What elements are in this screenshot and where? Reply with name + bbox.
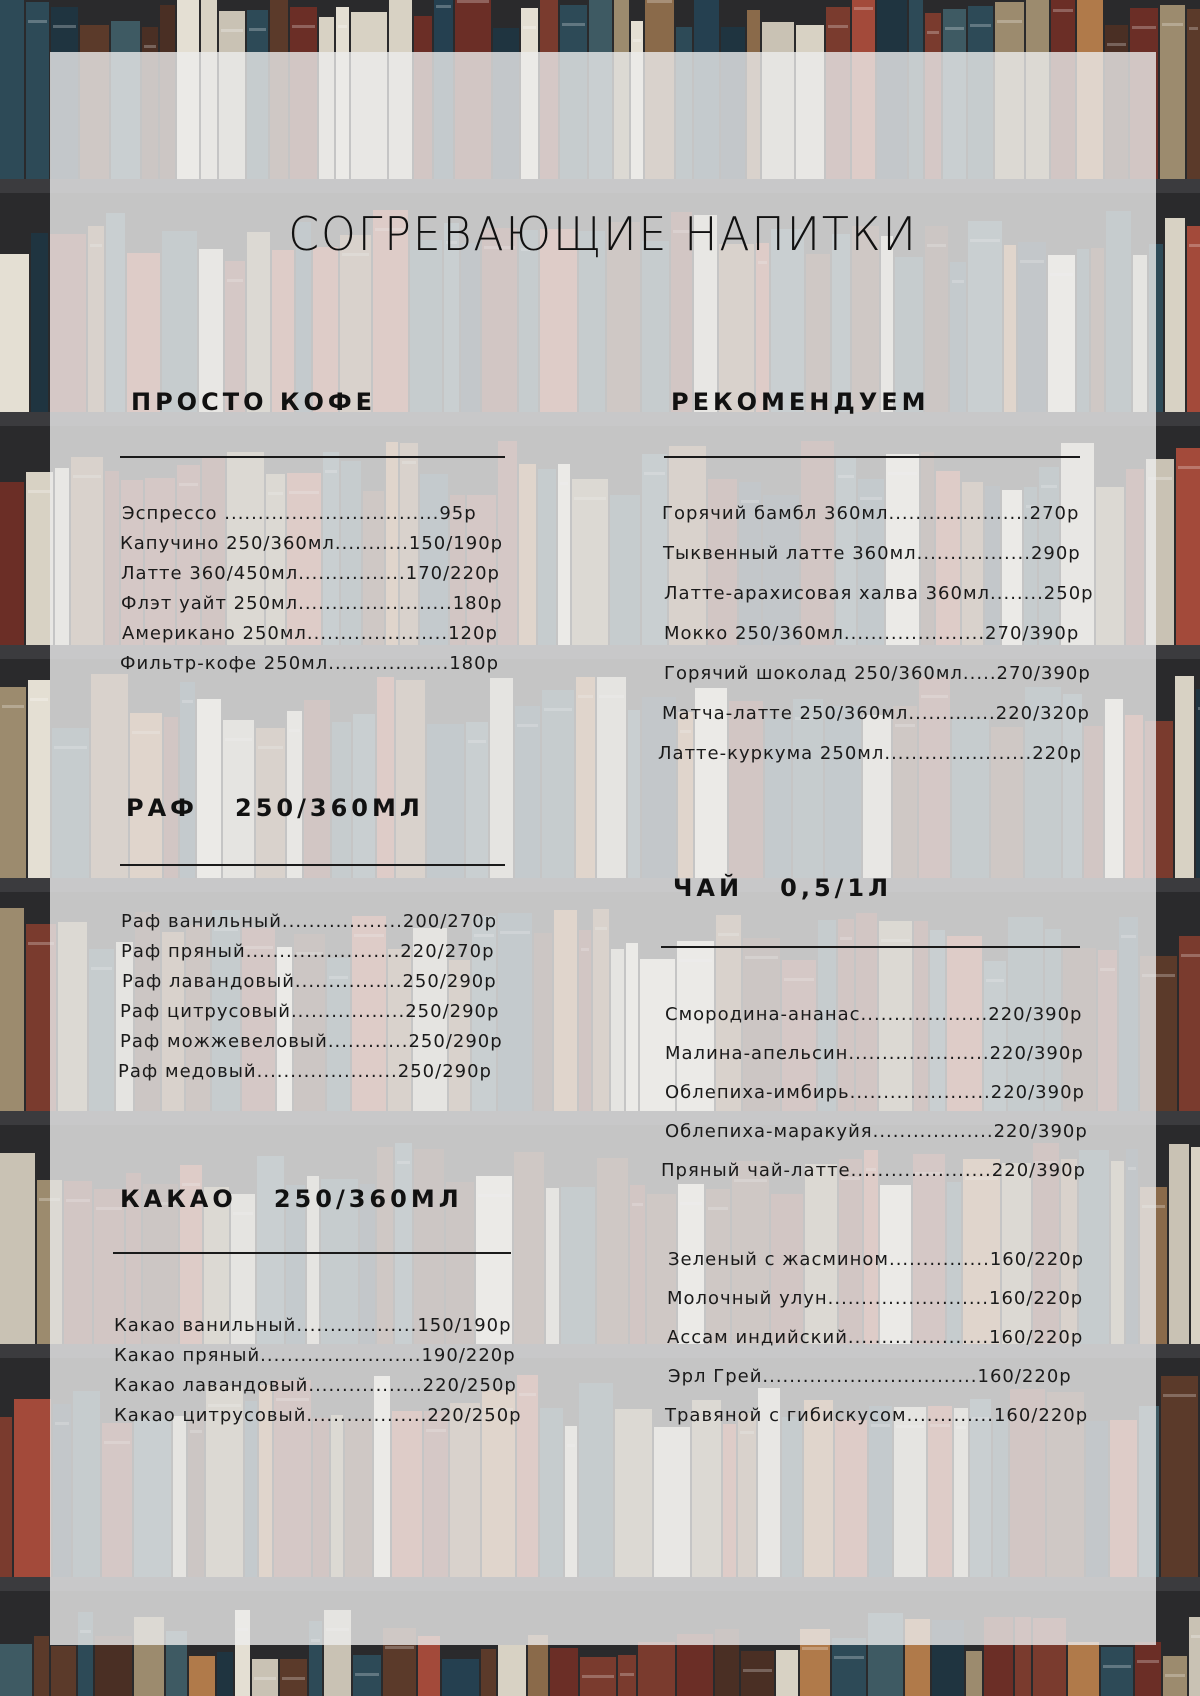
book-band [970, 24, 991, 27]
menu-item: Американо 250мл.....................120р [122, 623, 498, 644]
book-spine [1169, 1144, 1189, 1344]
menu-item: Пряный чай-латте.....................220/390р [661, 1160, 1086, 1181]
book-spine [1179, 936, 1200, 1111]
menu-item: Эспрессо ................................95р [122, 503, 477, 524]
book-band [28, 20, 47, 23]
book-spine [0, 0, 24, 179]
menu-item: Латте-арахисовая халва 360мл........250р [664, 583, 1094, 604]
book-band [647, 0, 672, 3]
book-band [144, 45, 156, 48]
book-spine [1161, 1376, 1198, 1577]
book-band [436, 5, 451, 8]
book-band [53, 25, 76, 28]
book-spine [1165, 218, 1185, 412]
book-band [1137, 1660, 1159, 1663]
divider [661, 946, 1080, 948]
book-band [30, 698, 48, 701]
menu-item: Фильтр-кофе 250мл..................180р [120, 653, 499, 674]
book-spine [1135, 1642, 1161, 1696]
book-spine [1160, 5, 1185, 179]
book-spine [481, 1649, 496, 1696]
menu-item: Раф ванильный..................200/270р [121, 911, 498, 932]
book-band [1178, 466, 1200, 469]
divider [120, 864, 505, 866]
book-band [802, 1647, 828, 1650]
page-title: СОГРЕВАЮЩИЕ НАПИТКИ [288, 207, 918, 261]
section-heading-raf: РАФ 250/360МЛ [126, 794, 424, 822]
book-spine [776, 1650, 798, 1696]
menu-item: Ассам индийский.....................160/220р [667, 1327, 1084, 1348]
book-spine [0, 254, 29, 412]
menu-item: Мокко 250/360мл.....................270/390р [664, 623, 1080, 644]
book-band [927, 31, 939, 34]
menu-item: Горячий шоколад 250/360мл.....270/390р [664, 663, 1091, 684]
book-band [1165, 1674, 1185, 1677]
book-spine [31, 233, 48, 412]
book-band [633, 39, 641, 42]
book-spine [418, 1636, 440, 1696]
book-band [1162, 23, 1183, 26]
book-spine [832, 1638, 866, 1696]
book-spine [1187, 226, 1200, 412]
book-spine [1101, 1647, 1133, 1696]
book-band [28, 490, 51, 493]
book-band [1189, 27, 1198, 30]
section-heading-cocoa: КАКАО 250/360МЛ [120, 1185, 463, 1213]
menu-item: Раф пряный.......................220/270р [121, 941, 495, 962]
book-spine [498, 1645, 526, 1696]
section-heading-recommend: РЕКОМЕНДУЕМ [671, 388, 930, 416]
book-spine [0, 1417, 12, 1577]
book-band [997, 20, 1022, 23]
menu-item: Облепиха-маракуйя..................220/390р [665, 1121, 1088, 1142]
book-spine [0, 908, 24, 1111]
book-band [834, 1656, 864, 1659]
book-band [282, 1677, 305, 1680]
book-spine [1068, 1642, 1099, 1696]
menu-item: Горячий бамбл 360мл.....................270р [662, 503, 1080, 524]
book-band [1103, 1665, 1131, 1668]
book-spine [0, 1153, 35, 1344]
book-spine [1191, 1147, 1200, 1344]
book-band [945, 27, 964, 30]
book-band [385, 1646, 414, 1649]
book-spine [26, 2, 49, 179]
book-band [1189, 244, 1200, 247]
divider [664, 456, 1080, 458]
book-spine [95, 1636, 132, 1696]
menu-item: Молочный улун........................160/220р [667, 1288, 1084, 1309]
book-band [562, 23, 585, 26]
menu-item: Матча-латте 250/360мл.............220/320р [662, 703, 1090, 724]
book-spine [26, 472, 53, 645]
book-band [254, 1677, 276, 1680]
book-band [854, 7, 873, 10]
menu-item: Тыквенный латте 360мл.................290р [663, 543, 1081, 564]
book-band [582, 1675, 614, 1678]
menu-item: Зеленый с жасмином...............160/220р [668, 1249, 1085, 1270]
book-band [1053, 9, 1073, 12]
book-band [1163, 1394, 1196, 1397]
book-spine [14, 1399, 51, 1577]
section-heading-coffee: ПРОСТО КОФЕ [131, 388, 377, 416]
book-band [292, 25, 315, 28]
divider [113, 1252, 511, 1254]
book-band [523, 26, 536, 29]
book-band [828, 25, 848, 28]
divider [120, 456, 505, 458]
menu-item: Облепиха-имбирь.....................220/390р [665, 1082, 1085, 1103]
book-band [1191, 1635, 1200, 1638]
book-spine [189, 1656, 215, 1696]
menu-item: Какао цитрусовый..................220/250р [114, 1405, 522, 1426]
book-band [355, 1673, 379, 1676]
book-spine [1189, 1617, 1200, 1696]
book-band [743, 1669, 772, 1672]
book-spine [0, 482, 24, 645]
menu-item: Какао лавандовый.................220/250р [114, 1375, 517, 1396]
menu-item: Смородина-ананас...................220/390р [665, 1004, 1083, 1025]
book-band [221, 29, 243, 32]
menu-item: Флэт уайт 250мл.......................180р [121, 593, 503, 614]
book-spine [442, 1659, 479, 1696]
book-spine [550, 1648, 578, 1696]
menu-item: Малина-апельсин.....................220/390р [665, 1043, 1084, 1064]
book-spine [638, 1642, 675, 1696]
book-spine [966, 1651, 982, 1696]
book-spine [28, 680, 50, 878]
book-spine [1187, 9, 1200, 179]
book-band [2, 705, 24, 708]
book-band [249, 28, 266, 31]
book-band [1132, 26, 1156, 29]
menu-item: Латте 360/450мл................170/220р [121, 563, 500, 584]
book-spine [1196, 689, 1200, 878]
book-band [620, 1673, 634, 1676]
menu-item: Раф лавандовый................250/290р [122, 971, 497, 992]
menu-item: Эрл Грей................................160/220р [668, 1366, 1072, 1387]
section-heading-tea: ЧАЙ 0,5/1Л [673, 874, 893, 902]
menu-item: Латте-куркума 250мл......................220р [658, 743, 1083, 764]
book-band [1181, 954, 1200, 957]
menu-item: Капучино 250/360мл...........150/190р [120, 533, 504, 554]
book-spine [0, 1644, 32, 1696]
book-spine [1175, 676, 1194, 878]
book-spine [741, 1651, 774, 1696]
book-spine [217, 1652, 233, 1696]
menu-item: Какао пряный........................190/220р [114, 1345, 516, 1366]
menu-item: Раф можжевеловый............250/290р [120, 1031, 503, 1052]
menu-item: Какао ванильный..................150/190р [114, 1315, 512, 1336]
book-band [457, 0, 489, 3]
menu-item: Раф медовый.....................250/290р [118, 1061, 492, 1082]
book-spine [1176, 448, 1200, 645]
book-spine [34, 1636, 49, 1696]
book-spine [0, 687, 26, 878]
menu-item: Травяной с гибискусом.............160/220р [665, 1405, 1089, 1426]
book-spine [51, 1646, 76, 1696]
book-band [1107, 43, 1126, 46]
book-band [338, 25, 347, 28]
menu-item: Раф цитрусовый.................250/290р [120, 1001, 500, 1022]
